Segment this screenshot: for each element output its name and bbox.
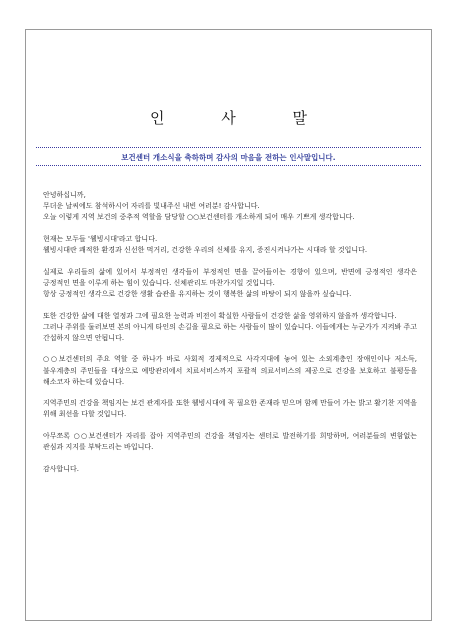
paragraph-hope: 아무쪼록 ○○보건센터가 자리를 잡아 지역주민의 건강을 책임지는 센터로 발전하기를 희망하며, 여러분들의 변함없는 관심과 지지를 부탁드리는 바입니다. (43, 432, 417, 452)
subtitle: 보건센터 개소식을 축하하며 감사의 마음을 전하는 인사말입니다. (121, 153, 336, 162)
paragraph-wellbeing: 현재는 모두들 '웰빙시대'라고 합니다. 웰빙시대란 쾌적한 환경과 신선한 먹거리, 건강한 우리의 신체를 유지, 증진시켜나가는 시대라 할 것입니다. (43, 234, 368, 254)
letter-body (43, 190, 417, 486)
dotted-divider-bottom (36, 165, 421, 166)
page-title: 인 사 말 (149, 109, 333, 127)
paragraph-center-role: ○○보건센터의 주요 역할 중 하나가 바로 사회적 경제적으로 사각지대에 놓여 있는 소외계층인 장애인이나 저소득, 불우계층의 주민들을 대상으로 예방관리에서 치료서비스까지 포괄적 의료서비스의 제공으로 건강을 보호하고 불평등을 해소코자 하는데 있습니다. (43, 355, 417, 386)
paragraph-positive-thinking: 실제로 우리들의 삶에 있어서 부정적인 생각들이 부정적인 면을 끌어들이는 경향이 있으며, 반면에 긍정적인 생각은 긍정적인 면을 이루게 하는 힘이 있습니다. 신체관리도 마찬가지일 것입니다. 항상 긍정적인 생각으로 건강한 생활 습관을 유지하는 것이 행복한 삶의 바탕이 되지 않을까 싶습니다. (43, 267, 417, 298)
dotted-divider-top (36, 147, 421, 148)
paragraph-commitment: 지역주민의 건강을 책임지는 보건 관계자를 또한 웰빙시대에 꼭 필요한 존재라 믿으며 함께 만들어 가는 밝고 활기찬 지역을 위해 최선을 다할 것입니다. (43, 399, 417, 419)
paragraph-thanks: 감사합니다. (43, 464, 80, 473)
paragraph-greeting: 안녕하십니까, 무더운 날씨에도 참석하시어 자리를 빛내주신 내빈 여러분! 감사합니다. 오늘 이렇게 지역 보건의 중추적 역할을 담당할 ○○보건센터를 개소하게 되어 매우 기쁘게 생각합니다. (43, 191, 355, 222)
paragraph-passion: 또한 건강한 삶에 대한 열정과 그에 필요한 능력과 비전이 확실한 사람들이 건강한 삶을 영위하지 않을까 생각합니다. 그러나 주위를 둘러보면 본의 아니게 타인의 손길을 필요로 하는 사람들이 많이 있습니다. 이들에게는 누군가가 지켜봐 주고 간섭하지 않으면 안됩니다. (43, 311, 417, 342)
document-page (25, 29, 432, 621)
